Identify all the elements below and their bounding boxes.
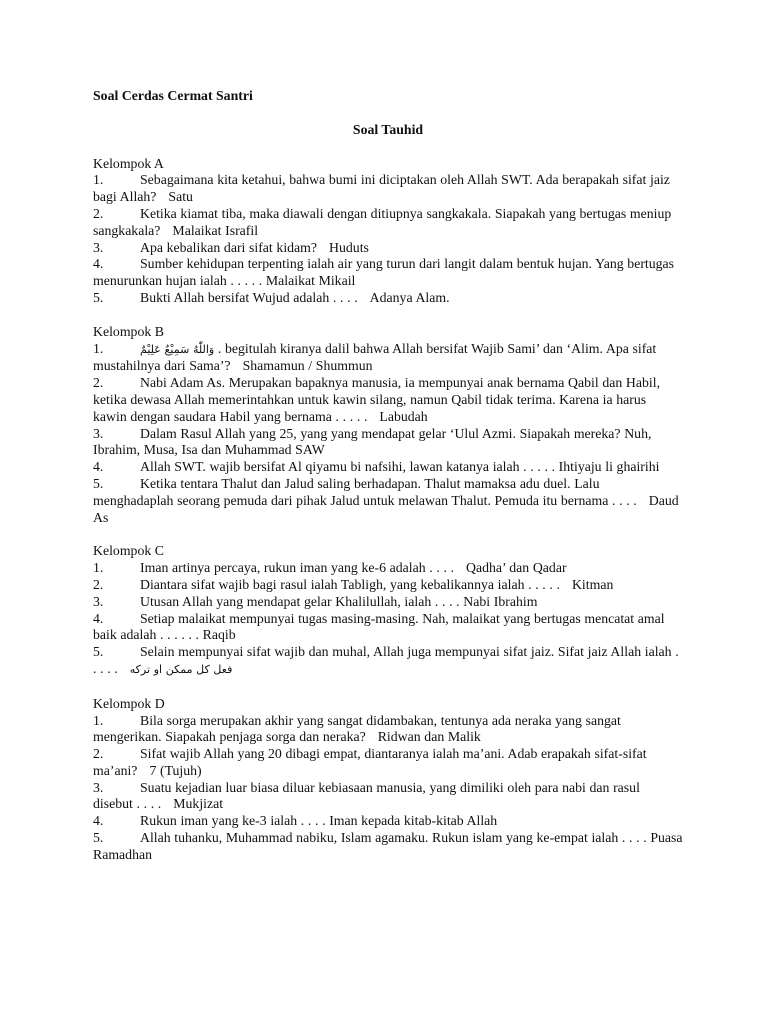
question-number: 3. <box>93 239 104 255</box>
group-c <box>93 543 683 678</box>
question-text: Rukun iman yang ke-3 ialah . . . . <box>140 813 326 829</box>
question-answer: Kitman <box>571 576 614 592</box>
question-answer: Nabi Ibrahim <box>463 593 538 609</box>
question-text: Diantara sifat wajib bagi rasul ialah Tabligh, yang kebalikannya ialah . . . . . <box>140 576 560 592</box>
question-item <box>93 644 683 679</box>
question-number: 5. <box>93 830 104 846</box>
question-text: Dalam Rasul Allah yang 25, yang yang mendapat gelar ‘Ulul Azmi. Siapakah mereka? <box>140 425 621 441</box>
question-answer: Nuh, Ibrahim, Musa, Isa dan Muhammad SAW <box>93 425 652 458</box>
question-number: 4. <box>93 459 104 475</box>
question-number: 2. <box>93 205 104 221</box>
group-label: Kelompok A <box>93 155 164 171</box>
question-answer: Shamamun / Shummun <box>242 358 373 374</box>
question-text: Suatu kejadian luar biasa diluar kebiasaan manusia, yang dimiliki oleh para nabi dan rasul disebut . . . . <box>93 779 640 812</box>
question-item <box>93 206 683 240</box>
question-answer: Daud As <box>93 492 679 525</box>
question-item <box>93 594 683 611</box>
question-text: Selain mempunyai sifat wajib dan muhal, Allah juga mempunyai sifat jaiz. Sifat jaiz Allah ialah . . . . . <box>93 644 679 676</box>
question-number: 4. <box>93 813 104 829</box>
arabic-verse: وَاللّٰهُ سَمِيْعٌ عَلِيْمٌ <box>140 342 215 356</box>
question-number: 5. <box>93 475 104 491</box>
question-item <box>93 476 683 526</box>
question-text: Allah tuhanku, Muhammad nabiku, Islam agamaku. Rukun islam yang ke-empat ialah . . . . <box>140 830 647 846</box>
section-title: Soal Tauhid <box>352 121 424 137</box>
question-answer: Huduts <box>329 239 369 255</box>
question-text: Bila sorga merupakan akhir yang sangat didambakan, tentunya ada neraka yang sangat mengerikan. Siapakah penjaga sorga dan neraka? <box>93 712 621 745</box>
question-item <box>93 240 683 257</box>
question-number: 1. <box>93 712 104 728</box>
question-number: 1. <box>93 172 104 188</box>
question-text: Allah SWT. wajib bersifat Al qiyamu bi nafsihi, lawan katanya ialah . . . . . <box>140 459 556 475</box>
question-answer: Raqib <box>202 627 236 643</box>
question-answer: Iman kepada kitab-kitab Allah <box>329 813 498 829</box>
question-number: 4. <box>93 256 104 272</box>
question-text: Sifat wajib Allah yang 20 dibagi empat, diantaranya ialah ma’ani. Adab erapakah sifat-sifat ma’ani? <box>93 746 647 778</box>
group-label: Kelompok B <box>93 323 164 339</box>
question-item <box>93 746 683 780</box>
question-answer: Ridwan dan Malik <box>377 729 481 745</box>
question-text: Bukti Allah bersifat Wujud adalah . . . . <box>140 289 358 305</box>
question-item <box>93 560 683 577</box>
question-text: Iman artinya percaya, rukun iman yang ke-6 adalah . . . . <box>140 560 455 576</box>
question-number: 5. <box>93 289 104 305</box>
question-answer: فعل كل ممكن او تركه <box>129 662 233 676</box>
question-text: Sumber kehidupan terpenting ialah air yang turun dari langit dalam bentuk hujan. Yang bertugas menurunkan hujan ialah . . . . . <box>93 256 675 289</box>
group-b <box>93 324 683 527</box>
question-item <box>93 341 683 376</box>
question-item <box>93 611 683 645</box>
question-number: 3. <box>93 425 104 441</box>
question-number: 2. <box>93 576 104 592</box>
question-answer: Malaikat Israfil <box>172 222 259 238</box>
group-a <box>93 156 683 307</box>
question-number: 3. <box>93 779 104 795</box>
question-item <box>93 172 683 206</box>
question-number: 3. <box>93 593 104 609</box>
question-number: 4. <box>93 610 104 626</box>
question-number: 2. <box>93 746 104 762</box>
question-item <box>93 813 683 830</box>
question-answer: Qadha’ dan Qadar <box>466 560 567 576</box>
question-answer: Malaikat Mikail <box>265 273 356 289</box>
question-text: Nabi Adam As. Merupakan bapaknya manusia, ia mempunyai anak bernama Qabil dan Habil, ketika dewasa Allah memerintahkan untuk kawin silang, namun Qabil tidak terima. Karena ia harus kawin dengan saudara Habil yang bernama . . . . . <box>93 375 661 424</box>
question-answer: Adanya Alam. <box>369 289 450 305</box>
question-answer: Labudah <box>379 408 428 424</box>
question-item <box>93 577 683 594</box>
question-item <box>93 426 683 460</box>
question-answer: Ihtiyaju li ghairihi <box>558 459 660 475</box>
question-item <box>93 375 683 425</box>
question-answer: Mukjizat <box>173 796 224 812</box>
question-number: 1. <box>93 340 104 356</box>
question-text: Sebagaimana kita ketahui, bahwa bumi ini diciptakan oleh Allah SWT. Ada berapakah sifat jaiz bagi Allah? <box>93 172 670 205</box>
question-text: Apa kebalikan dari sifat kidam? <box>140 239 318 255</box>
question-number: 5. <box>93 644 104 660</box>
question-item <box>93 256 683 290</box>
question-text: . begitulah kiranya dalil bahwa Allah bersifat Wajib Sami’ dan ‘Alim. Apa sifat mustahilnya dari Sama’? <box>93 340 657 374</box>
group-label: Kelompok D <box>93 695 165 711</box>
question-answer: 7 (Tujuh) <box>149 762 202 778</box>
question-text: Setiap malaikat mempunyai tugas masing-masing. Nah, malaikat yang bertugas mencatat amal baik adalah . . . . . . <box>93 610 665 643</box>
group-d <box>93 696 683 864</box>
question-answer: Satu <box>168 189 193 205</box>
question-text: Utusan Allah yang mendapat gelar Khalilullah, ialah . . . . <box>140 593 460 609</box>
question-number: 2. <box>93 375 104 391</box>
question-text: Ketika tentara Thalut dan Jalud saling berhadapan. Thalut mamaksa adu duel. Lalu menghadaplah seorang pemuda dari pihak Jalud untuk melawan Thalut. Pemuda itu bernama . . . . <box>93 475 637 508</box>
document-page <box>93 88 683 864</box>
question-number: 1. <box>93 560 104 576</box>
question-answer: Puasa Ramadhan <box>93 830 683 862</box>
question-item <box>93 713 683 747</box>
question-item <box>93 459 683 476</box>
group-label: Kelompok C <box>93 543 164 559</box>
question-item <box>93 780 683 814</box>
question-item <box>93 290 683 307</box>
document-title: Soal Cerdas Cermat Santri <box>93 88 253 103</box>
question-text: Ketika kiamat tiba, maka diawali dengan ditiupnya sangkakala. Siapakah yang bertugas meniup sangkakala? <box>93 205 672 238</box>
question-item <box>93 830 683 864</box>
